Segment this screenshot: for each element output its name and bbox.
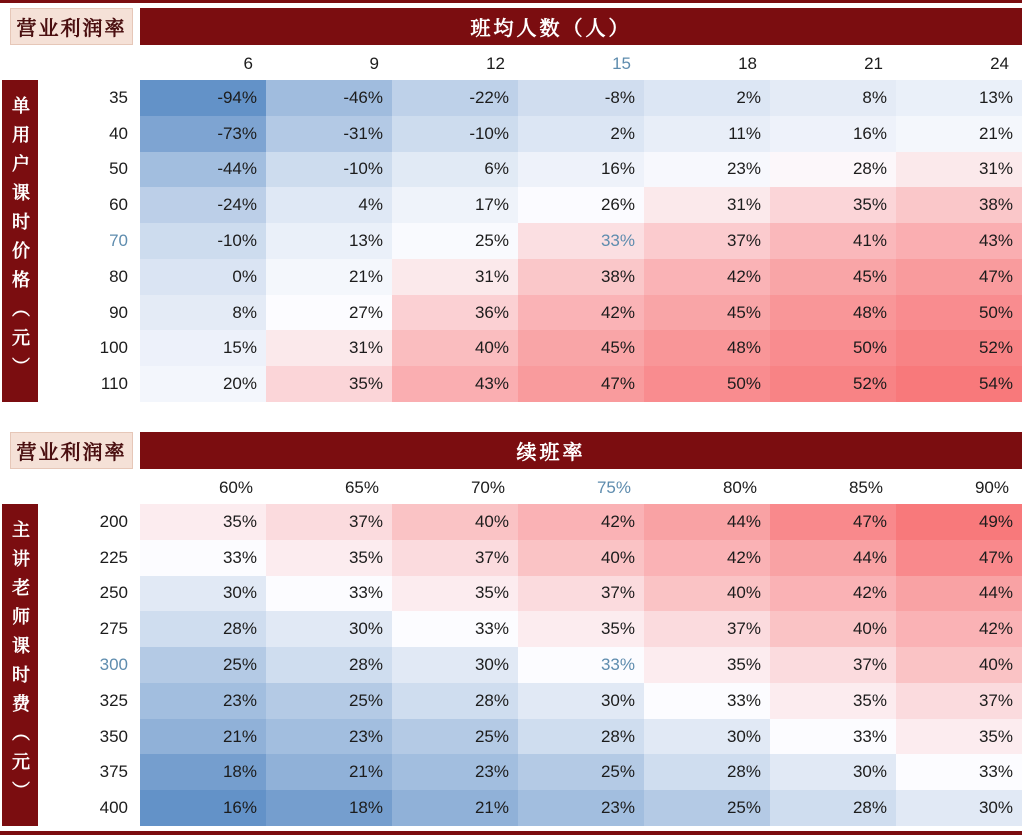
heatmap-cell: 33% (896, 754, 1022, 790)
heatmap-cell: -10% (392, 116, 518, 152)
row-header: 350 (99, 726, 128, 746)
heatmap-cell: 26% (518, 187, 644, 223)
heatmap-cell: 33% (770, 719, 896, 755)
heatmap-cell: 40% (770, 611, 896, 647)
heatmap-cell: 50% (896, 295, 1022, 331)
heatmap-cell: 45% (770, 259, 896, 295)
heatmap-cell: 42% (644, 259, 770, 295)
heatmap-grid (140, 504, 1022, 826)
column-header: 6 (243, 53, 253, 73)
column-header: 24 (990, 53, 1009, 73)
heatmap-cell: 6% (392, 152, 518, 188)
column-header: 12 (486, 53, 505, 73)
heatmap-cell: 35% (392, 576, 518, 612)
heatmap-cell: 28% (518, 719, 644, 755)
heatmap-cell: 28% (392, 683, 518, 719)
column-header: 9 (369, 53, 379, 73)
row-header: 110 (100, 374, 128, 394)
heatmap-cell: 31% (644, 187, 770, 223)
heatmap-cell: 42% (518, 295, 644, 331)
heatmap-cell: 23% (266, 719, 392, 755)
heatmap-cell: 37% (518, 576, 644, 612)
row-header: 100 (99, 338, 128, 358)
row-header: 35 (109, 87, 128, 107)
column-headers (140, 473, 1022, 502)
heatmap-cell: 52% (770, 366, 896, 402)
heatmap-cell: 49% (896, 504, 1022, 540)
heatmap-cell: 13% (896, 80, 1022, 116)
heatmap-cell: 23% (518, 790, 644, 826)
heatmap-cell: 35% (896, 719, 1022, 755)
heatmap-cell: 43% (896, 223, 1022, 259)
row-header: 60 (109, 195, 128, 215)
column-header: 21 (864, 53, 883, 73)
heatmap-cell: 21% (896, 116, 1022, 152)
heatmap-cell: 35% (770, 683, 896, 719)
heatmap-cell: 20% (140, 366, 266, 402)
heatmap-cell: 35% (266, 540, 392, 576)
bottom-border-line (0, 831, 1022, 835)
heatmap-cell: 42% (644, 540, 770, 576)
heatmap-cell: 47% (518, 366, 644, 402)
heatmap-cell: 21% (140, 719, 266, 755)
heatmap-cell: 40% (392, 504, 518, 540)
heatmap-cell: 30% (770, 754, 896, 790)
heatmap-cell: 16% (140, 790, 266, 826)
heatmap-cell: 25% (140, 647, 266, 683)
row-header: 300 (99, 654, 128, 674)
heatmap-cell: 52% (896, 330, 1022, 366)
heatmap-cell: 40% (896, 647, 1022, 683)
heatmap-cell: 40% (644, 576, 770, 612)
heatmap-cell: 35% (770, 187, 896, 223)
corner-label: 营业利润率 (10, 432, 133, 469)
heatmap-cell: 47% (896, 540, 1022, 576)
heatmap-cell: -22% (392, 80, 518, 116)
row-header: 90 (109, 302, 128, 322)
heatmap-cell: 47% (896, 259, 1022, 295)
heatmap-cell: 42% (518, 504, 644, 540)
row-header: 225 (99, 547, 128, 567)
heatmap-cell: 25% (644, 790, 770, 826)
heatmap-cell: 2% (644, 80, 770, 116)
heatmap-cell: 23% (644, 152, 770, 188)
heatmap-cell: 28% (644, 754, 770, 790)
heatmap-cell: 2% (518, 116, 644, 152)
column-header: 75% (596, 477, 631, 497)
heatmap-cell: 21% (392, 790, 518, 826)
heatmap-cell: -94% (140, 80, 266, 116)
column-header: 60% (218, 477, 253, 497)
heatmap-cell: 16% (770, 116, 896, 152)
row-header: 375 (99, 762, 128, 782)
heatmap-cell: -10% (140, 223, 266, 259)
column-headers (140, 49, 1022, 78)
row-header: 250 (99, 583, 128, 603)
heatmap-cell: 30% (266, 611, 392, 647)
heatmap-cell: -46% (266, 80, 392, 116)
heatmap-cell: 28% (266, 647, 392, 683)
column-header: 85% (848, 477, 883, 497)
heatmap-cell: 30% (896, 790, 1022, 826)
heatmap-cell: 38% (896, 187, 1022, 223)
row-header: 50 (109, 159, 128, 179)
row-header: 80 (109, 266, 128, 286)
row-header: 275 (99, 619, 128, 639)
top-border-line (0, 0, 1022, 3)
column-header: 15 (612, 53, 631, 73)
heatmap-cell: -44% (140, 152, 266, 188)
heatmap-cell: 54% (896, 366, 1022, 402)
heatmap-cell: 38% (518, 259, 644, 295)
heatmap-cell: 31% (896, 152, 1022, 188)
heatmap-cell: 40% (392, 330, 518, 366)
heatmap-cell: 21% (266, 259, 392, 295)
heatmap-cell: 8% (140, 295, 266, 331)
heatmap-cell: 23% (392, 754, 518, 790)
heatmap-cell: 48% (770, 295, 896, 331)
heatmap-cell: 0% (140, 259, 266, 295)
column-header: 90% (974, 477, 1009, 497)
heatmap-cell: 25% (392, 719, 518, 755)
heatmap-cell: 45% (644, 295, 770, 331)
heatmap-cell: 50% (770, 330, 896, 366)
column-header: 65% (344, 477, 379, 497)
heatmap-cell: 33% (644, 683, 770, 719)
heatmap-cell: 45% (518, 330, 644, 366)
heatmap-cell: 16% (518, 152, 644, 188)
heatmap-cell: 28% (770, 152, 896, 188)
heatmap-cell: 33% (392, 611, 518, 647)
heatmap-cell: 42% (770, 576, 896, 612)
heatmap-cell: -31% (266, 116, 392, 152)
heatmap-cell: 33% (518, 647, 644, 683)
row-header: 40 (109, 123, 128, 143)
heatmap-cell: 33% (518, 223, 644, 259)
heatmap-cell: 37% (644, 223, 770, 259)
heatmap-cell: 25% (392, 223, 518, 259)
row-header: 200 (99, 511, 128, 531)
y-axis-title: 主讲老师课时费（元） (10, 520, 30, 810)
heatmap-cell: 37% (770, 647, 896, 683)
heatmap-cell: 47% (770, 504, 896, 540)
heatmap-cell: 25% (518, 754, 644, 790)
heatmap-cell: 31% (392, 259, 518, 295)
heatmap-cell: 44% (896, 576, 1022, 612)
heatmap-cell: 35% (644, 647, 770, 683)
heatmap-cell: 30% (518, 683, 644, 719)
heatmap-cell: 35% (266, 366, 392, 402)
heatmap-cell: 31% (266, 330, 392, 366)
heatmap-cell: 37% (896, 683, 1022, 719)
heatmap-cell: 13% (266, 223, 392, 259)
heatmap-cell: 4% (266, 187, 392, 223)
heatmap-cell: 17% (392, 187, 518, 223)
column-header: 80% (722, 477, 757, 497)
row-headers (38, 504, 135, 826)
column-header: 70% (470, 477, 505, 497)
heatmap-cell: 8% (770, 80, 896, 116)
heatmap-cell: 28% (140, 611, 266, 647)
heatmap-cell: 30% (644, 719, 770, 755)
heatmap-cell: 15% (140, 330, 266, 366)
heatmap-cell: 30% (140, 576, 266, 612)
heatmap-cell: 35% (518, 611, 644, 647)
heatmap-cell: 36% (392, 295, 518, 331)
sensitivity-table-class-size (0, 8, 1022, 406)
heatmap-cell: 37% (644, 611, 770, 647)
heatmap-cell: -24% (140, 187, 266, 223)
heatmap-cell: 33% (140, 540, 266, 576)
heatmap-cell: 50% (644, 366, 770, 402)
heatmap-cell: 18% (140, 754, 266, 790)
heatmap-cell: 35% (140, 504, 266, 540)
row-header: 70 (109, 230, 128, 250)
heatmap-cell: -73% (140, 116, 266, 152)
heatmap-cell: 37% (266, 504, 392, 540)
heatmap-cell: 37% (392, 540, 518, 576)
table-title-band: 续班率 (140, 432, 1022, 469)
sensitivity-table-renewal-rate (0, 432, 1022, 830)
heatmap-cell: 11% (644, 116, 770, 152)
y-axis-title: 单用户课时价格（元） (10, 96, 30, 386)
heatmap-cell: 44% (770, 540, 896, 576)
row-header: 400 (99, 798, 128, 818)
y-axis-title-bar (2, 504, 38, 826)
table-title-band: 班均人数（人） (140, 8, 1022, 45)
heatmap-cell: 44% (644, 504, 770, 540)
heatmap-cell: 21% (266, 754, 392, 790)
heatmap-cell: 41% (770, 223, 896, 259)
heatmap-cell: -10% (266, 152, 392, 188)
heatmap-cell: 23% (140, 683, 266, 719)
heatmap-cell: -8% (518, 80, 644, 116)
heatmap-cell: 43% (392, 366, 518, 402)
heatmap-cell: 25% (266, 683, 392, 719)
corner-label: 营业利润率 (10, 8, 133, 45)
heatmap-cell: 27% (266, 295, 392, 331)
heatmap-cell: 18% (266, 790, 392, 826)
heatmap-cell: 33% (266, 576, 392, 612)
row-headers (38, 80, 135, 402)
heatmap-cell: 28% (770, 790, 896, 826)
heatmap-cell: 40% (518, 540, 644, 576)
column-header: 18 (738, 53, 757, 73)
heatmap-cell: 48% (644, 330, 770, 366)
y-axis-title-bar (2, 80, 38, 402)
heatmap-grid (140, 80, 1022, 402)
row-header: 325 (99, 690, 128, 710)
heatmap-cell: 42% (896, 611, 1022, 647)
heatmap-cell: 30% (392, 647, 518, 683)
